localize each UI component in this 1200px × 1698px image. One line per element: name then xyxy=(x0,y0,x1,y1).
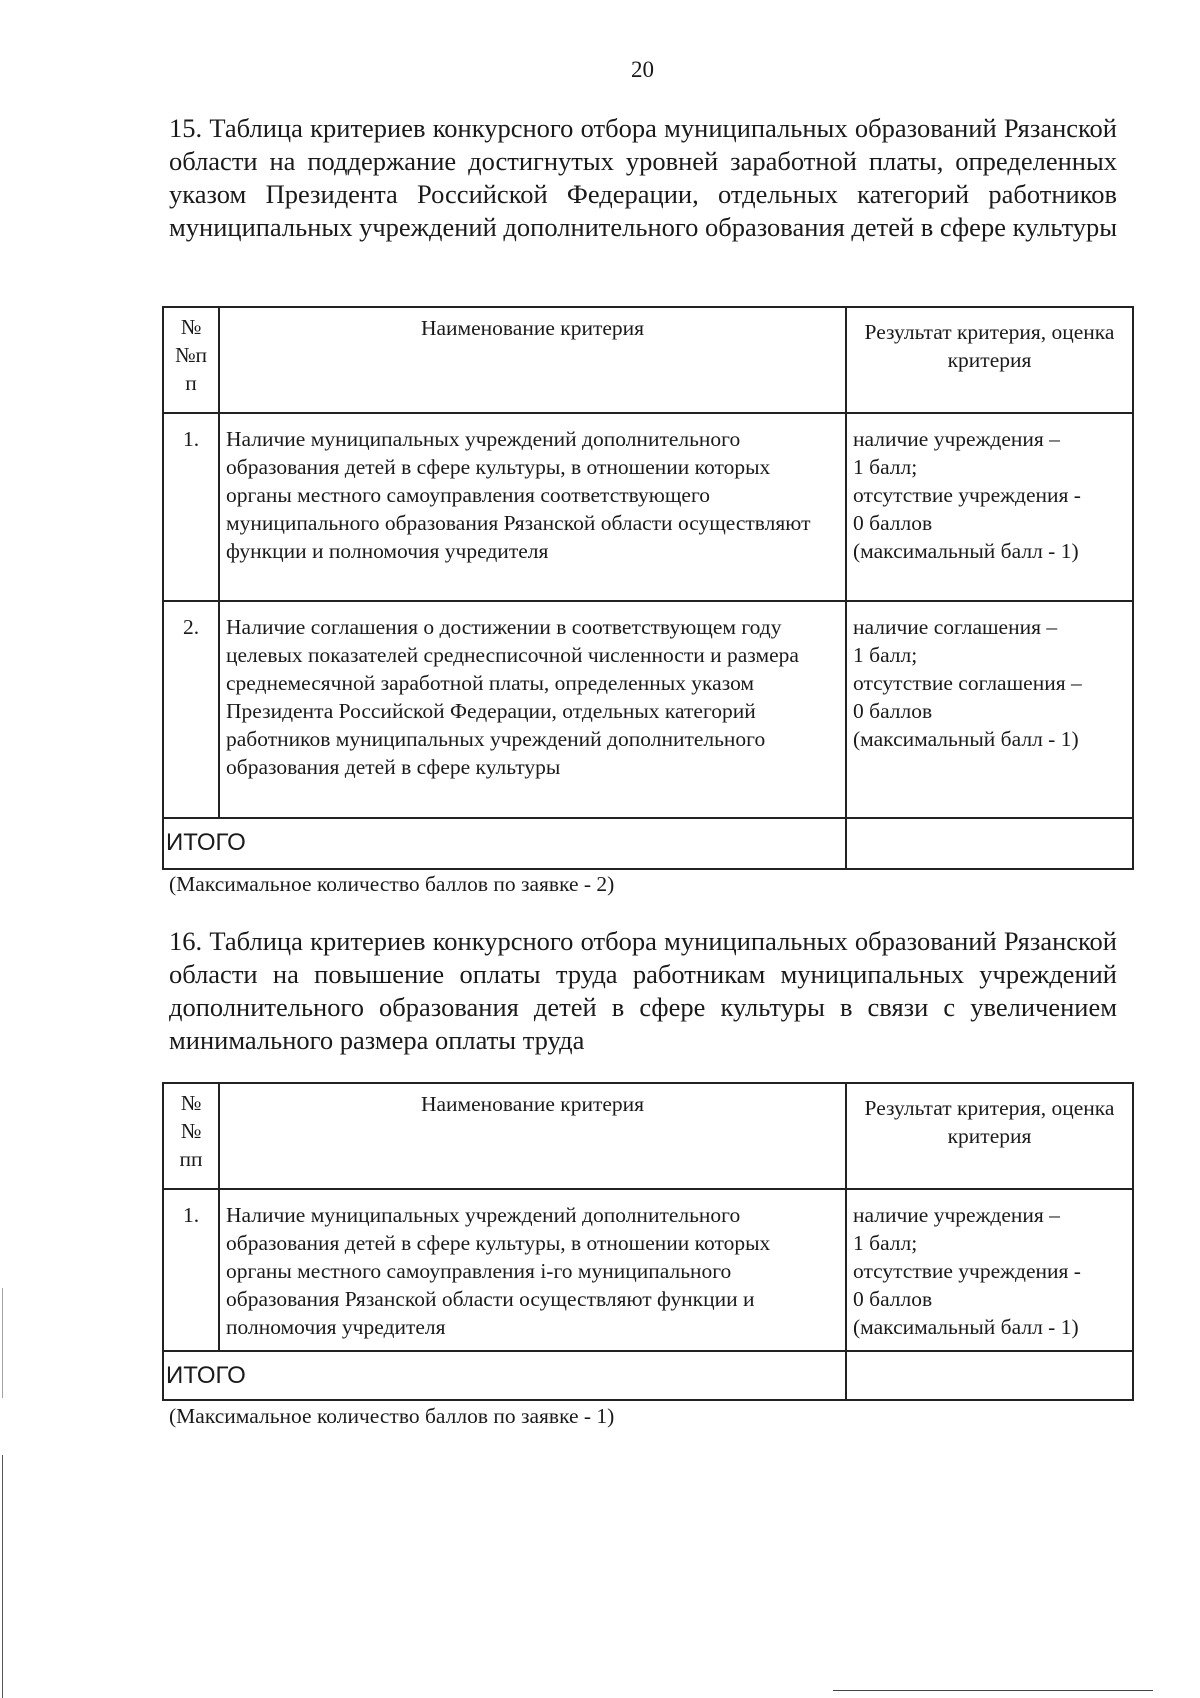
result-line: наличие учреждения – xyxy=(853,427,1060,451)
criterion-result xyxy=(846,413,1133,601)
result-line: (максимальный балл - 1) xyxy=(853,1315,1079,1339)
max-score-note-16: (Максимальное количество баллов по заявке - 1) xyxy=(169,1404,615,1428)
criterion-name: Наличие муниципальных учреждений дополнительного образования детей в сфере культуры, в отношении которых органы местного самоуправления i-го муниципального образования Рязанской области осуществляют функции и полномочия учредителя xyxy=(219,1189,846,1351)
criterion-name: Наличие муниципальных учреждений дополнительного образования детей в сфере культуры, в отношении которых органы местного самоуправления соответствующего муниципального образования Рязанской области осуществляют функции и полномочия учредителя xyxy=(219,413,846,601)
row-number: 1. xyxy=(163,413,219,601)
table-row xyxy=(163,1189,1133,1351)
criterion-result xyxy=(846,1189,1133,1351)
total-row xyxy=(163,1351,1133,1400)
number-column-header xyxy=(163,307,219,413)
result-line: наличие учреждения – xyxy=(853,1203,1060,1227)
result-line: 0 баллов xyxy=(853,511,933,535)
table-header-row xyxy=(163,1083,1133,1189)
total-value xyxy=(846,1351,1133,1400)
number-header-line: п xyxy=(185,371,197,395)
result-line: (максимальный балл - 1) xyxy=(853,727,1079,751)
total-value xyxy=(846,818,1133,869)
criterion-name-column-header: Наименование критерия xyxy=(219,1083,846,1189)
number-header-line: № xyxy=(180,1119,202,1143)
criteria-table-15 xyxy=(162,306,1134,870)
result-line: 1 балл; xyxy=(853,455,918,479)
number-header-line: №п xyxy=(174,343,208,367)
row-number: 1. xyxy=(163,1189,219,1351)
criteria-table-16 xyxy=(162,1082,1134,1401)
scan-margin-line xyxy=(2,1288,3,1398)
total-label: ИТОГО xyxy=(163,818,846,869)
number-header-line: № xyxy=(180,315,202,339)
page-number: 20 xyxy=(631,57,654,82)
result-line: 0 баллов xyxy=(853,699,933,723)
result-line: отсутствие учреждения - xyxy=(853,1259,1081,1283)
number-header-line: № xyxy=(180,1091,202,1115)
criterion-result-column-header: Результат критерия, оценка критерия xyxy=(846,1083,1133,1189)
table-row xyxy=(163,601,1133,818)
criterion-result-column-header: Результат критерия, оценка критерия xyxy=(846,307,1133,413)
result-line: наличие соглашения – xyxy=(853,615,1058,639)
result-line: 1 балл; xyxy=(853,1231,918,1255)
result-line: 0 баллов xyxy=(853,1287,933,1311)
section-16-heading: 16. Таблица критериев конкурсного отбора муниципальных образований Рязанской области на повышение оплаты труда работникам муниципальных учреждений дополнительного образования детей в сфере культуры в связи с увеличением минимального размера оплаты труда xyxy=(169,926,1117,1055)
max-score-note-15: (Максимальное количество баллов по заявке - 2) xyxy=(169,872,615,896)
criterion-name-column-header: Наименование критерия xyxy=(219,307,846,413)
total-row xyxy=(163,818,1133,869)
table-header-row xyxy=(163,307,1133,413)
criterion-name: Наличие соглашения о достижении в соответствующем году целевых показателей среднесписочной численности и размера среднемесячной заработной платы, определенных указом Президента Российской Федерации, отдельных категорий работников муниципальных учреждений дополнительного образования детей в сфере культуры xyxy=(219,601,846,818)
number-header-line: пп xyxy=(179,1147,203,1171)
scan-margin-line xyxy=(2,1455,3,1698)
table-row xyxy=(163,413,1133,601)
row-number: 2. xyxy=(163,601,219,818)
result-line: 1 балл; xyxy=(853,643,918,667)
footer-rule xyxy=(833,1690,1153,1691)
total-label: ИТОГО xyxy=(163,1351,846,1400)
result-line: отсутствие соглашения – xyxy=(853,671,1082,695)
criterion-result xyxy=(846,601,1133,818)
result-line: отсутствие учреждения - xyxy=(853,483,1081,507)
number-column-header xyxy=(163,1083,219,1189)
result-line: (максимальный балл - 1) xyxy=(853,539,1079,563)
section-15-heading: 15. Таблица критериев конкурсного отбора муниципальных образований Рязанской области на поддержание достигнутых уровней заработной платы, определенных указом Президента Российской Федерации, отдельных категорий работников муниципальных учреждений дополнительного образования детей в сфере культуры xyxy=(169,113,1117,242)
